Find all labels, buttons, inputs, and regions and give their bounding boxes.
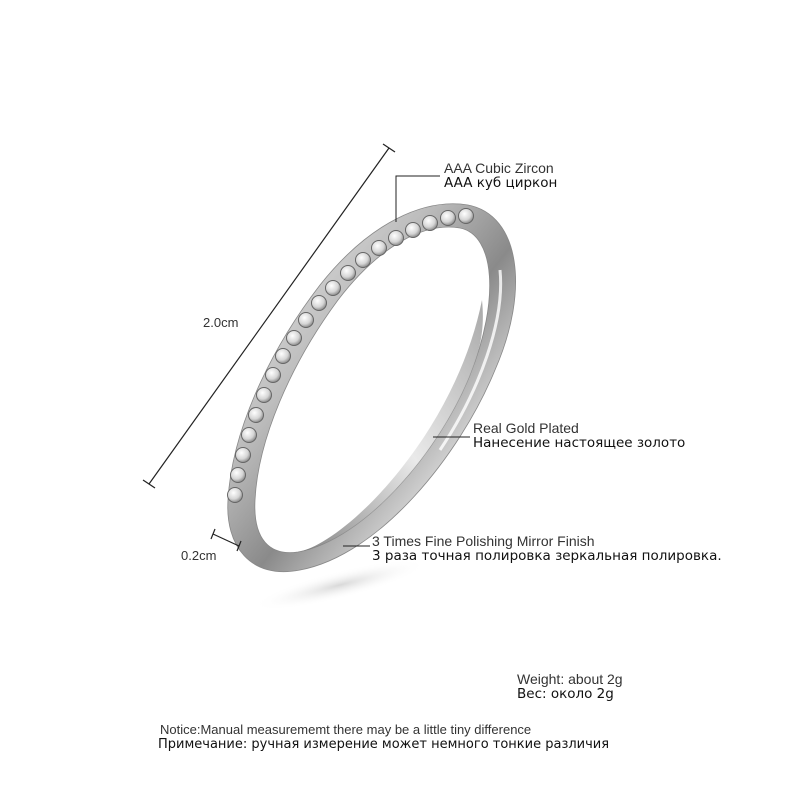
ring xyxy=(228,204,516,572)
zircon-stone xyxy=(459,209,474,224)
zircon-stone xyxy=(266,368,281,383)
zircon-stone xyxy=(326,281,341,296)
zircon-stone xyxy=(299,313,314,328)
zircon-stone xyxy=(441,211,456,226)
weight-label-en: Weight: about 2g xyxy=(517,671,623,687)
height-dimension-line xyxy=(143,144,395,488)
zircon-stone xyxy=(287,331,302,346)
zircon-stone xyxy=(356,253,371,268)
ring-band xyxy=(228,204,516,572)
zircon-stone xyxy=(242,428,257,443)
stone-label-en: AAA Cubic Zircon xyxy=(444,160,554,176)
zircon-stone xyxy=(249,408,264,423)
plating-label-en: Real Gold Plated xyxy=(473,420,579,436)
plating-label-ru: Нанесение настоящее золото xyxy=(473,435,686,451)
zircon-stone xyxy=(372,241,387,256)
finish-label-ru: 3 раза точная полировка зеркальная полировка. xyxy=(372,548,722,564)
stone-label-ru: AAA куб циркон xyxy=(444,175,558,191)
weight-label-ru: Вес: около 2g xyxy=(517,686,614,702)
height-dimension-label: 2.0cm xyxy=(203,315,239,330)
zircon-stone xyxy=(276,349,291,364)
zircon-stone xyxy=(389,231,404,246)
notice-en: Notice:Manual measurememt there may be a little tiny difference xyxy=(160,722,532,737)
zircon-stone xyxy=(236,448,251,463)
zircon-stone xyxy=(312,296,327,311)
width-dimension-label: 0.2cm xyxy=(181,548,217,563)
zircon-stone xyxy=(406,223,421,238)
notice-ru: Примечание: ручная измерение может немного тонкие различия xyxy=(158,737,610,752)
zircon-stone xyxy=(257,388,272,403)
finish-label-en: 3 Times Fine Polishing Mirror Finish xyxy=(372,533,595,549)
zircon-stone xyxy=(231,468,246,483)
zircon-stone xyxy=(228,488,243,503)
zircon-stone xyxy=(423,216,438,231)
zircon-stone xyxy=(341,266,356,281)
